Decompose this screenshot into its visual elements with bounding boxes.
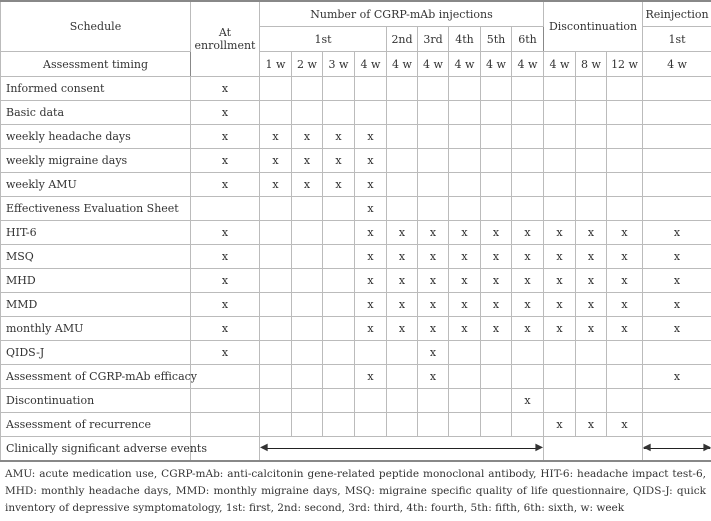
- mark-cell: [643, 149, 711, 173]
- mark-cell: x: [292, 173, 323, 197]
- mark-cell: [481, 413, 512, 437]
- mark-cell: x: [355, 245, 387, 269]
- mark-cell: x: [387, 317, 418, 341]
- table-row: [1, 125, 711, 149]
- table-row: [1, 221, 711, 245]
- mark-cell: x: [191, 293, 260, 317]
- mark-cell: [449, 101, 481, 125]
- mark-cell: [643, 389, 711, 413]
- mark-cell: [292, 365, 323, 389]
- mark-cell: [260, 197, 292, 221]
- table-row: [1, 173, 711, 197]
- mark-cell: [292, 269, 323, 293]
- mark-cell: x: [544, 269, 576, 293]
- mark-cell: x: [355, 317, 387, 341]
- row-label: Assessment of recurrence: [1, 413, 191, 437]
- row-label: weekly headache days: [1, 125, 191, 149]
- mark-cell: [481, 389, 512, 413]
- mark-cell: x: [481, 269, 512, 293]
- mark-cell: [449, 413, 481, 437]
- injection-4th: 4th: [449, 27, 481, 52]
- mark-cell: [544, 149, 576, 173]
- timing-cell: 4 w: [643, 52, 711, 77]
- mark-cell: [481, 197, 512, 221]
- mark-cell: [643, 101, 711, 125]
- mark-cell: [292, 77, 323, 101]
- mark-cell: [418, 389, 449, 413]
- mark-cell: x: [355, 125, 387, 149]
- schedule-header: Schedule: [1, 1, 191, 52]
- mark-cell: [418, 125, 449, 149]
- mark-cell: [260, 77, 292, 101]
- mark-cell: [544, 101, 576, 125]
- mark-cell: [512, 125, 544, 149]
- mark-cell: x: [512, 221, 544, 245]
- mark-cell: [323, 293, 355, 317]
- table-row: [1, 77, 711, 101]
- table-row: [1, 269, 711, 293]
- table-row: [1, 293, 711, 317]
- mark-cell: [481, 101, 512, 125]
- mark-cell: [643, 77, 711, 101]
- mark-cell: [449, 341, 481, 365]
- adverse-arrow-cell: [260, 437, 544, 462]
- table-row: [1, 413, 711, 437]
- mark-cell: x: [643, 221, 711, 245]
- mark-cell: [449, 125, 481, 149]
- mark-cell: x: [418, 365, 449, 389]
- mark-cell: x: [191, 317, 260, 341]
- mark-cell: [481, 125, 512, 149]
- mark-cell: x: [607, 293, 643, 317]
- mark-cell: x: [418, 269, 449, 293]
- mark-cell: x: [418, 221, 449, 245]
- mark-cell: [260, 317, 292, 341]
- mark-cell: [292, 317, 323, 341]
- mark-cell: [260, 221, 292, 245]
- mark-cell: [576, 173, 607, 197]
- timing-cell: 4 w: [481, 52, 512, 77]
- mark-cell: [292, 413, 323, 437]
- table-row: [1, 317, 711, 341]
- mark-cell: [607, 77, 643, 101]
- table-row: [1, 341, 711, 365]
- mark-cell: [607, 197, 643, 221]
- mark-cell: [607, 341, 643, 365]
- mark-cell: [387, 365, 418, 389]
- mark-cell: [576, 341, 607, 365]
- mark-cell: x: [512, 269, 544, 293]
- mark-cell: [292, 197, 323, 221]
- mark-cell: [481, 173, 512, 197]
- timing-cell: 2 w: [292, 52, 323, 77]
- mark-cell: x: [260, 125, 292, 149]
- mark-cell: [260, 413, 292, 437]
- mark-cell: [323, 269, 355, 293]
- mark-cell: [512, 173, 544, 197]
- empty-cell: [544, 437, 643, 462]
- injection-1st: 1st: [260, 27, 387, 52]
- mark-cell: x: [191, 125, 260, 149]
- mark-cell: [449, 389, 481, 413]
- injection-3rd: 3rd: [418, 27, 449, 52]
- mark-cell: [576, 197, 607, 221]
- row-label: MMD: [1, 293, 191, 317]
- mark-cell: x: [449, 293, 481, 317]
- mark-cell: x: [449, 317, 481, 341]
- mark-cell: x: [643, 245, 711, 269]
- mark-cell: [418, 101, 449, 125]
- mark-cell: x: [323, 149, 355, 173]
- mark-cell: [576, 365, 607, 389]
- mark-cell: [292, 101, 323, 125]
- adverse-events-row: [1, 437, 711, 462]
- mark-cell: [544, 389, 576, 413]
- mark-cell: x: [323, 125, 355, 149]
- double-arrow-icon: ◀ ▶: [643, 437, 711, 460]
- mark-cell: x: [191, 221, 260, 245]
- mark-cell: x: [449, 221, 481, 245]
- row-label: Clinically significant adverse events: [1, 437, 191, 462]
- mark-cell: [607, 149, 643, 173]
- mark-cell: [512, 413, 544, 437]
- mark-cell: [323, 197, 355, 221]
- mark-cell: x: [576, 221, 607, 245]
- mark-cell: x: [418, 245, 449, 269]
- table-row: [1, 365, 711, 389]
- row-label: Effectiveness Evaluation Sheet: [1, 197, 191, 221]
- mark-cell: [355, 413, 387, 437]
- mark-cell: [418, 173, 449, 197]
- mark-cell: [607, 365, 643, 389]
- row-label: monthly AMU: [1, 317, 191, 341]
- mark-cell: x: [260, 149, 292, 173]
- mark-cell: [260, 293, 292, 317]
- mark-cell: [576, 125, 607, 149]
- mark-cell: x: [191, 173, 260, 197]
- timing-cell: 4 w: [355, 52, 387, 77]
- mark-cell: [576, 77, 607, 101]
- row-label: QIDS-J: [1, 341, 191, 365]
- mark-cell: x: [512, 293, 544, 317]
- mark-cell: [607, 173, 643, 197]
- mark-cell: [512, 149, 544, 173]
- mark-cell: [191, 365, 260, 389]
- timing-cell: 4 w: [449, 52, 481, 77]
- mark-cell: [260, 389, 292, 413]
- mark-cell: x: [481, 293, 512, 317]
- mark-cell: x: [576, 293, 607, 317]
- mark-cell: [387, 413, 418, 437]
- mark-cell: x: [355, 221, 387, 245]
- enrollment-header: At enrollment: [191, 1, 260, 77]
- mark-cell: x: [544, 293, 576, 317]
- mark-cell: [323, 245, 355, 269]
- mark-cell: x: [292, 125, 323, 149]
- mark-cell: x: [607, 245, 643, 269]
- mark-cell: [260, 245, 292, 269]
- mark-cell: x: [260, 173, 292, 197]
- timing-cell: 4 w: [544, 52, 576, 77]
- mark-cell: [387, 101, 418, 125]
- mark-cell: [260, 269, 292, 293]
- reinjection-header: Reinjection: [643, 1, 711, 27]
- mark-cell: [292, 245, 323, 269]
- mark-cell: [512, 365, 544, 389]
- mark-cell: [544, 365, 576, 389]
- row-label: HIT-6: [1, 221, 191, 245]
- mark-cell: x: [191, 77, 260, 101]
- mark-cell: [355, 389, 387, 413]
- mark-cell: x: [481, 221, 512, 245]
- double-arrow-icon: ◀ ▶: [260, 437, 543, 460]
- mark-cell: [323, 365, 355, 389]
- table-row: [1, 149, 711, 173]
- mark-cell: x: [387, 293, 418, 317]
- timing-cell: 1 w: [260, 52, 292, 77]
- mark-cell: x: [512, 317, 544, 341]
- mark-cell: x: [576, 317, 607, 341]
- mark-cell: x: [512, 389, 544, 413]
- mark-cell: [544, 125, 576, 149]
- mark-cell: [481, 365, 512, 389]
- injections-header: Number of CGRP-mAb injections: [260, 1, 544, 27]
- mark-cell: x: [191, 149, 260, 173]
- mark-cell: [323, 413, 355, 437]
- mark-cell: x: [387, 245, 418, 269]
- mark-cell: x: [576, 245, 607, 269]
- mark-cell: [323, 101, 355, 125]
- injection-5th: 5th: [481, 27, 512, 52]
- mark-cell: x: [418, 293, 449, 317]
- mark-cell: x: [544, 413, 576, 437]
- mark-cell: x: [355, 149, 387, 173]
- mark-cell: [576, 389, 607, 413]
- mark-cell: x: [576, 269, 607, 293]
- mark-cell: [387, 197, 418, 221]
- mark-cell: x: [355, 293, 387, 317]
- mark-cell: [292, 221, 323, 245]
- row-label: weekly migraine days: [1, 149, 191, 173]
- mark-cell: x: [643, 317, 711, 341]
- mark-cell: x: [418, 341, 449, 365]
- mark-cell: x: [544, 317, 576, 341]
- mark-cell: [418, 413, 449, 437]
- mark-cell: x: [355, 365, 387, 389]
- injection-2nd: 2nd: [387, 27, 418, 52]
- mark-cell: [387, 125, 418, 149]
- mark-cell: x: [191, 341, 260, 365]
- mark-cell: [449, 149, 481, 173]
- mark-cell: [387, 149, 418, 173]
- mark-cell: x: [576, 413, 607, 437]
- mark-cell: [323, 389, 355, 413]
- mark-cell: [481, 341, 512, 365]
- mark-cell: [191, 389, 260, 413]
- mark-cell: x: [191, 269, 260, 293]
- mark-cell: x: [387, 221, 418, 245]
- mark-cell: x: [418, 317, 449, 341]
- timing-cell: 4 w: [512, 52, 544, 77]
- mark-cell: [449, 77, 481, 101]
- mark-cell: x: [191, 245, 260, 269]
- timing-cell: 8 w: [576, 52, 607, 77]
- injection-6th: 6th: [512, 27, 544, 52]
- mark-cell: x: [355, 173, 387, 197]
- mark-cell: x: [512, 245, 544, 269]
- row-label: Discontinuation: [1, 389, 191, 413]
- mark-cell: x: [607, 317, 643, 341]
- mark-cell: [418, 149, 449, 173]
- table-row: [1, 389, 711, 413]
- mark-cell: x: [449, 269, 481, 293]
- mark-cell: [387, 341, 418, 365]
- mark-cell: [191, 413, 260, 437]
- mark-cell: [512, 77, 544, 101]
- mark-cell: x: [607, 269, 643, 293]
- mark-cell: [292, 341, 323, 365]
- mark-cell: x: [643, 293, 711, 317]
- mark-cell: [643, 173, 711, 197]
- timing-cell: 12 w: [607, 52, 643, 77]
- mark-cell: [323, 341, 355, 365]
- mark-cell: [544, 173, 576, 197]
- mark-cell: x: [607, 221, 643, 245]
- footnote: AMU: acute medication use, CGRP-mAb: anti-calcitonin gene-related peptide monoclonal antibody, HIT-6: headache impact test-6, MHD: monthly headache days, MMD: monthly migraine days, MSQ: migraine specific quality of life questionnaire, QIDS-J: quick inventory of depressive symptomatology, 1st: first, 2nd: second, 3rd: third, 4th: fourth, 5th: fifth, 6th: sixth, w: week: [0, 462, 711, 521]
- mark-cell: x: [355, 197, 387, 221]
- mark-cell: x: [481, 317, 512, 341]
- mark-cell: x: [481, 245, 512, 269]
- mark-cell: [260, 341, 292, 365]
- row-label: Basic data: [1, 101, 191, 125]
- timing-cell: 4 w: [387, 52, 418, 77]
- mark-cell: x: [643, 365, 711, 389]
- mark-cell: x: [191, 101, 260, 125]
- table-row: [1, 197, 711, 221]
- mark-cell: [387, 389, 418, 413]
- mark-cell: [323, 317, 355, 341]
- mark-cell: [544, 77, 576, 101]
- mark-cell: [260, 101, 292, 125]
- mark-cell: x: [323, 173, 355, 197]
- mark-cell: [449, 365, 481, 389]
- adverse-arrow-cell: [643, 437, 711, 462]
- mark-cell: [387, 77, 418, 101]
- mark-cell: x: [292, 149, 323, 173]
- mark-cell: [292, 389, 323, 413]
- mark-cell: [512, 197, 544, 221]
- discontinuation-header: Discontinuation: [544, 1, 643, 52]
- mark-cell: [481, 77, 512, 101]
- mark-cell: [576, 101, 607, 125]
- mark-cell: [643, 413, 711, 437]
- mark-cell: x: [544, 221, 576, 245]
- mark-cell: [418, 197, 449, 221]
- mark-cell: [355, 101, 387, 125]
- mark-cell: x: [607, 413, 643, 437]
- mark-cell: [260, 365, 292, 389]
- mark-cell: x: [643, 269, 711, 293]
- mark-cell: [643, 341, 711, 365]
- mark-cell: [191, 197, 260, 221]
- mark-cell: [643, 197, 711, 221]
- mark-cell: [512, 101, 544, 125]
- mark-cell: [323, 77, 355, 101]
- mark-cell: [544, 197, 576, 221]
- mark-cell: x: [449, 245, 481, 269]
- assessment-timing-label: Assessment timing: [1, 52, 191, 77]
- mark-cell: [512, 341, 544, 365]
- timing-cell: 4 w: [418, 52, 449, 77]
- mark-cell: [607, 125, 643, 149]
- mark-cell: x: [355, 269, 387, 293]
- mark-cell: [449, 173, 481, 197]
- mark-cell: [481, 149, 512, 173]
- mark-cell: [607, 101, 643, 125]
- row-label: weekly AMU: [1, 173, 191, 197]
- mark-cell: [355, 341, 387, 365]
- mark-cell: [544, 341, 576, 365]
- table-row: [1, 101, 711, 125]
- mark-cell: [449, 197, 481, 221]
- mark-cell: [418, 77, 449, 101]
- mark-cell: x: [544, 245, 576, 269]
- row-label: MHD: [1, 269, 191, 293]
- mark-cell: x: [387, 269, 418, 293]
- timing-cell: 3 w: [323, 52, 355, 77]
- mark-cell: [323, 221, 355, 245]
- mark-cell: [643, 125, 711, 149]
- mark-cell: [387, 173, 418, 197]
- row-label: Assessment of CGRP-mAb efficacy: [1, 365, 191, 389]
- mark-cell: [292, 293, 323, 317]
- reinjection-1st: 1st: [643, 27, 711, 52]
- row-label: Informed consent: [1, 77, 191, 101]
- mark-cell: [355, 77, 387, 101]
- mark-cell: [607, 389, 643, 413]
- table-row: [1, 245, 711, 269]
- mark-cell: [576, 149, 607, 173]
- row-label: MSQ: [1, 245, 191, 269]
